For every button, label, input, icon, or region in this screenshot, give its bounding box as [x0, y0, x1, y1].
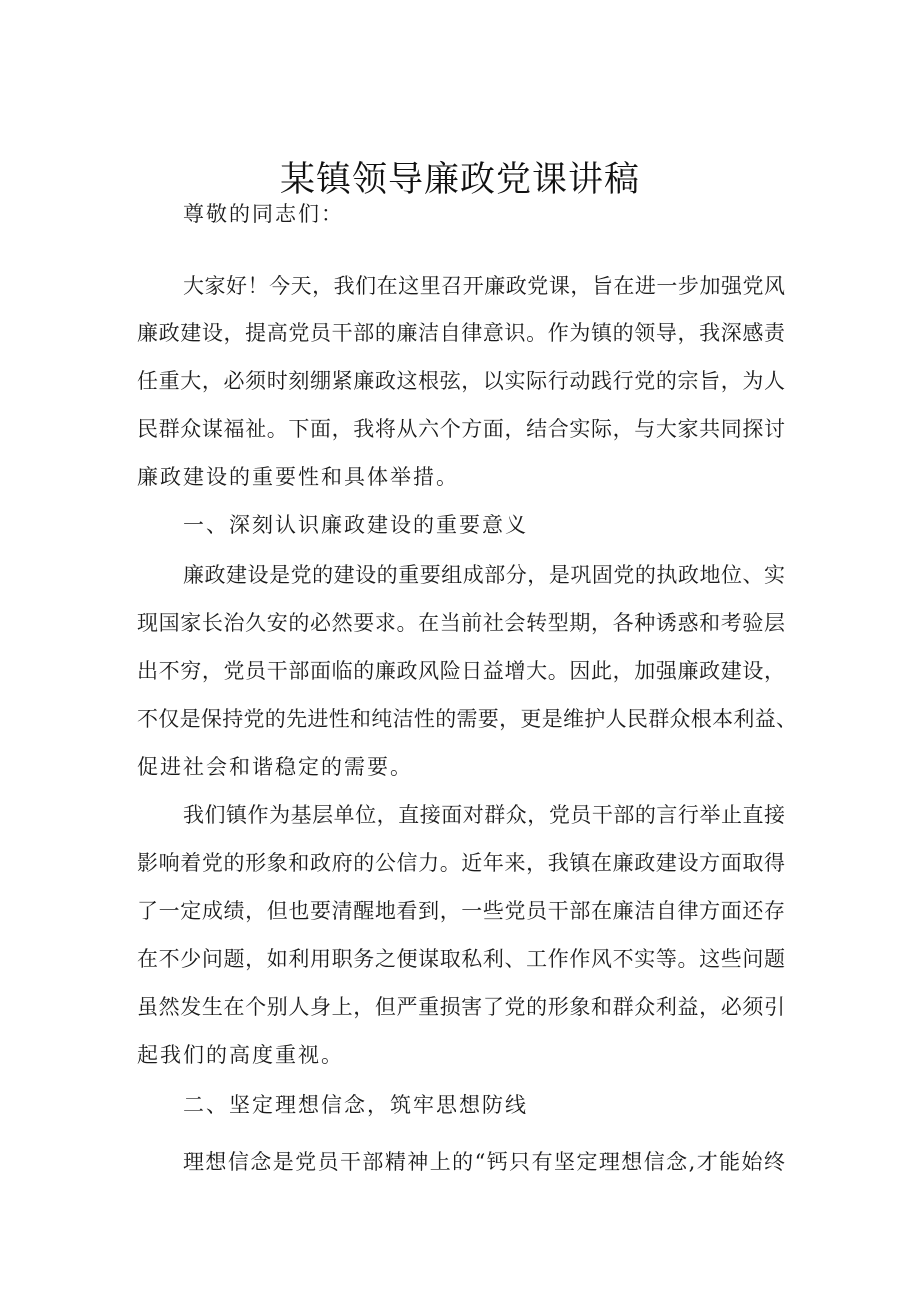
document-title: 某镇领导廉政党课讲稿	[279, 160, 640, 200]
paragraph-line: 出不穷，党员干部面临的廉政风险日益增大。因此，加强廉政建设，	[137, 659, 785, 683]
paragraph-line: 我们镇作为基层单位，直接面对群众，党员干部的言行举止直接	[183, 803, 785, 827]
paragraph-line: 现国家长治久安的必然要求。在当前社会转型期，各种诱惑和考验层	[137, 611, 785, 635]
paragraph-line: 了一定成绩，但也要清醒地看到，一些党员干部在廉洁自律方面还存	[137, 899, 785, 923]
paragraph-line: 不仅是保持党的先进性和纯洁性的需要，更是维护人民群众根本利益、	[137, 707, 797, 731]
paragraph-line: 任重大，必须时刻绷紧廉政这根弦，以实际行动践行党的宗旨，为人	[137, 369, 785, 393]
salutation-line: 尊敬的同志们：	[183, 202, 344, 226]
paragraph-line: 大家好！今天，我们在这里召开廉政党课，旨在进一步加强党风	[183, 274, 785, 298]
paragraph-line: 起我们的高度重视。	[137, 1043, 344, 1067]
paragraph-line: 虽然发生在个别人身上，但严重损害了党的形象和群众利益，必须引	[137, 995, 785, 1019]
section-heading: 二、坚定理想信念，筑牢思想防线	[183, 1093, 528, 1117]
paragraph-line: 廉政建设是党的建设的重要组成部分，是巩固党的执政地位、实	[183, 563, 785, 587]
paragraph-line: 理想信念是党员干部精神上的“钙只有坚定理想信念,才能始终	[183, 1150, 785, 1174]
paragraph-line: 民群众谋福祉。下面，我将从六个方面，结合实际，与大家共同探讨	[137, 417, 785, 441]
paragraph-line: 影响着党的形象和政府的公信力。近年来，我镇在廉政建设方面取得	[137, 851, 785, 875]
paragraph-line: 廉政建设的重要性和具体举措。	[137, 465, 459, 489]
paragraph-line: 在不少问题，如利用职务之便谋取私利、工作作风不实等。这些问题	[137, 947, 785, 971]
paragraph-line: 促进社会和谐稳定的需要。	[137, 755, 413, 779]
paragraph-line: 廉政建设，提高党员干部的廉洁自律意识。作为镇的领导，我深感责	[137, 321, 785, 345]
section-heading: 一、深刻认识廉政建设的重要意义	[183, 513, 528, 537]
